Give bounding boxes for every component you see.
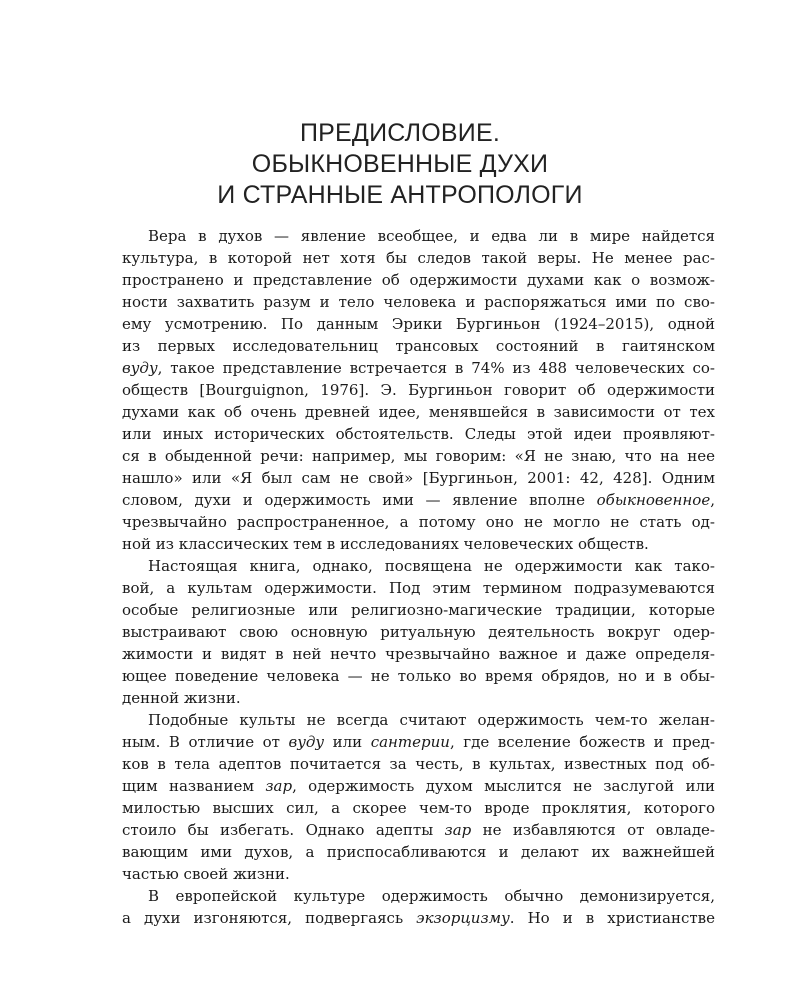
text-line: из первых исследовательниц трансовых состояний в гаитянском: [122, 337, 715, 355]
text-fragment: , одержимость духом мыслится не заслугой или: [292, 777, 715, 795]
text-line: [122, 819, 715, 841]
text-fragment: , такое представление встречается в 74% из 488 человеческих со-: [157, 359, 715, 377]
text-line: ной из классических тем в исследованиях человеческих обществ.: [122, 535, 649, 553]
chapter-title-line-3: И СТРАННЫЕ АНТРОПОЛОГИ: [217, 181, 583, 209]
text-fragment: или: [324, 733, 371, 751]
text-line: [122, 357, 715, 379]
italic-term: зар: [265, 777, 293, 795]
text-line: культура, в которой нет хотя бы следов такой веры. Не менее рас-: [122, 249, 715, 267]
text-line: вающим ими духов, а приспосабливаются и делают их важнейшей: [122, 843, 715, 861]
italic-term: сантерии: [370, 733, 450, 751]
text-line: ности захватить разум и тело человека и распоряжаться ими по сво-: [122, 293, 715, 311]
text-line: выстраивают свою основную ритуальную деятельность вокруг одер-: [122, 623, 715, 641]
text-line: ющее поведение человека — не только во время обрядов, но и в обы-: [122, 667, 715, 685]
text-line: [122, 731, 715, 753]
text-line: или иных исторических обстоятельств. Следы этой идеи проявляют-: [122, 425, 715, 443]
text-fragment: . Но и в христианстве: [509, 909, 715, 927]
italic-term: вуду: [288, 733, 325, 751]
text-line: Подобные культы не всегда считают одержимость чем-то желан-: [148, 711, 715, 729]
text-fragment: щим названием: [122, 777, 266, 795]
text-line: духами как об очень древней идее, менявшейся в зависимости от тех: [122, 403, 715, 421]
text-fragment: ным. В отличие от: [122, 733, 289, 751]
text-line: В европейской культуре одержимость обычно демонизируется,: [148, 887, 715, 905]
text-line: [122, 775, 715, 797]
text-line: чрезвычайно распространенное, а потому оно не могло не стать од-: [122, 513, 715, 531]
text-line: пространено и представление об одержимости духами как о возмож-: [122, 271, 715, 289]
text-fragment: словом, духи и одержимость ими — явление вполне: [122, 491, 597, 509]
text-line: вой, а культам одержимости. Под этим термином подразумеваются: [122, 579, 715, 597]
text-fragment: ,: [710, 491, 715, 509]
text-fragment: стоило бы избегать. Однако адепты: [122, 821, 445, 839]
text-line: нашло» или «Я был сам не свой» [Бургиньон, 2001: 42, 428]. Одним: [122, 469, 715, 487]
text-line: [122, 489, 715, 511]
text-line: ся в обыденной речи: например, мы говорим: «Я не знаю, что на нее: [122, 447, 715, 465]
text-line: милостью высших сил, а скорее чем-то вроде проклятия, которого: [122, 799, 715, 817]
italic-term: экзорцизму: [416, 909, 510, 927]
text-line: Вера в духов — явление всеобщее, и едва ли в мире найдется: [148, 227, 715, 245]
text-line: ему усмотрению. По данным Эрики Бургиньон (1924–2015), одной: [122, 315, 715, 333]
italic-term: обыкновенное: [596, 491, 711, 509]
text-line: ков в тела адептов почитается за честь, в культах, известных под об-: [122, 755, 715, 773]
text-line: частью своей жизни.: [122, 865, 290, 883]
italic-term: зар: [444, 821, 472, 839]
text-line: жимости и видят в ней нечто чрезвычайно важное и даже определя-: [122, 645, 715, 663]
text-line: Настоящая книга, однако, посвящена не одержимости как тако-: [148, 557, 715, 575]
text-fragment: не избавляются от овладе-: [471, 821, 715, 839]
text-line: денной жизни.: [122, 689, 241, 707]
chapter-title-line-1: ПРЕДИСЛОВИЕ.: [300, 119, 500, 147]
body-text: [122, 225, 715, 929]
text-fragment: , где вселение божеств и пред-: [449, 733, 715, 751]
text-line: особые религиозные или религиозно-магические традиции, которые: [122, 601, 715, 619]
chapter-title-line-2: ОБЫКНОВЕННЫЕ ДУХИ: [251, 150, 549, 178]
chapter-title: [0, 118, 800, 211]
italic-term: вуду: [122, 359, 158, 377]
text-fragment: а духи изгоняются, подвергаясь: [122, 909, 417, 927]
text-line: обществ [Bourguignon, 1976]. Э. Бургиньон говорит об одержимости: [122, 381, 715, 399]
text-line: [122, 907, 715, 929]
